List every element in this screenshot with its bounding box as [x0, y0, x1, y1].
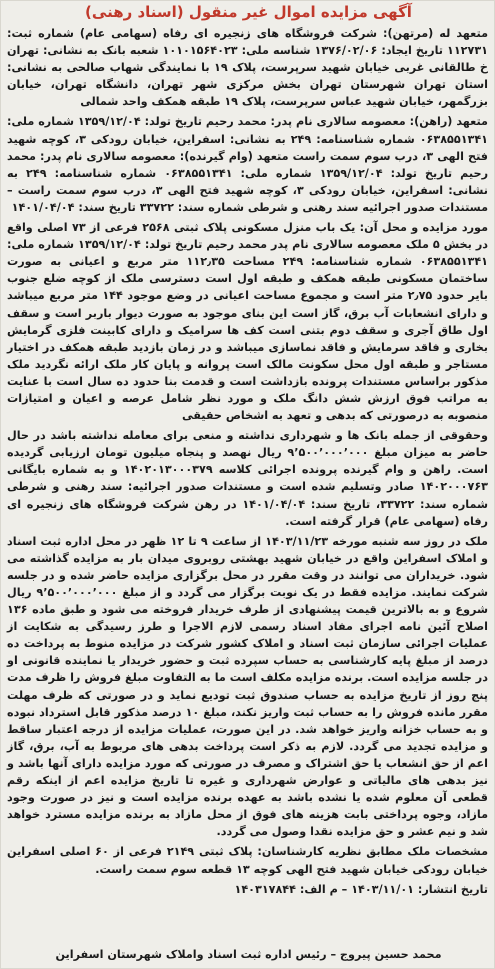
- notice-publication-date: تاریخ انتشار: ۱۴۰۳/۱۱/۰۱ – م الف: ۱۴۰۳۱۷۸۴۴: [234, 882, 488, 896]
- notice-paragraph-auction-terms: ملک در روز سه شنبه مورخه ۱۴۰۳/۱۱/۲۳ از ساعت ۹ تا ۱۲ ظهر در محل اداره ثبت اسناد و املاک اسفراین واقع در خیابان شهید بهشتی روبروی میدان بار به مزایده گذاشته می شود. خریداران می توانند در وقت مقرر در محل برگزاری مزایده حاضر شده و در جلسه شرکت نمایند. مزایده فقط در یک نوبت برگزار می گردد و از مبلغ ۹٬۵۰۰٬۰۰۰٬۰۰۰ ریال شروع و به بالاترین قیمت پیشنهادی از طرف خریدار فروخته می شود و طبق ماده ۱۳۶ اصلاح آئین نامه اجرای مفاد اسناد رسمی لازم الاجرا و طرز رسیدگی به شکایت از عملیات اجرائی سازمان ثبت اسناد و املاک کشور شرکت در مزایده منوط به پرداخت ده درصد از مبلغ پایه کارشناسی به حساب سپرده ثبت و حضور خریدار یا نماینده قانونی او در جلسه مزایده است. برنده مزایده مکلف است ما به التفاوت مبلغ فروش را ظرف مدت پنج روز از تاریخ مزایده به حساب صندوق ثبت تودیع نماید و در صورتی که ظرف مهلت مقرر مانده فروش را به حساب ثبت واریز نکند، مبلغ ۱۰ درصد مذکور قابل استرداد نبوده و به حساب خزانه واریز خواهد شد. در این صورت، عملیات مزایده از درجه اعتبار ساقط و مزایده تجدید می گردد. لازم به ذکر است پرداخت بدهی های مربوط به آب، برق، گاز اعم از حق انشعاب یا حق اشتراک و مصرف در صورتی که مورد مزایده دارای آنها باشد و نیز بدهی های مالیاتی و عوارض شهرداری و غیره تا تاریخ مزایده اعم از اینکه رقم قطعی آن معلوم شده یا نشده باشد به عهده برنده مزایده است و نیز در صورت وجود مازاد، وجوه پرداختی بابت هزینه های فوق از محل مازاد به برنده مزایده مسترد خواهد شد و نیم عشر و حق مزایده نقدا وصول می گردد.: [7, 534, 488, 839]
- notice-title: آگهی مزایده اموال غیر منقول (اسناد رهنی): [85, 3, 412, 21]
- notice-body: [7, 25, 488, 898]
- notice-paragraph-property-specs: مشخصات ملک مطابق نظریه کارشناسان: پلاک ثبتی ۲۱۴۹ فرعی از ۶۰ اصلی اسفراین خیابان رودکی خیابان شهید فتح الهی کوچه ۱۳ قطعه سوم سمت راست.: [7, 845, 488, 876]
- notice-paragraph-valuation: وحقوقی از جمله بانک ها و شهرداری نداشته و منعی برای معامله نداشته باشد در حال حاضر به میزان مبلغ ۹٬۵۰۰٬۰۰۰٬۰۰۰ ریال نهصد و پنجاه میلیون تومان ارزیابی گردیده است. راهن و وام گیرنده پرونده اجرائی کلاسه ۱۴۰۲۰۱۳۰۰۰۳۷۹ و به شماره بایگانی ۱۴۰۲۰۰۰۷۶۳ صادر وتسلیم شده است و مستندات صدور اجرائیه: سند رهنی و شرطی شماره سند: ۳۳۷۲۲، تاریخ سند: ۱۴۰۱/۰۴/۰۴ در رهن شرکت فروشگاه های زنجیره ای رفاه (سهامی عام) قرار گرفته است.: [7, 429, 489, 528]
- notice-signature: محمد حسین پیروج – رئیس اداره ثبت اسناد واملاک شهرستان اسفراین: [55, 948, 442, 961]
- notice-paragraph-mortgagee: متعهد له (مرتهن): شرکت فروشگاه های زنجیره ای رفاه (سهامی عام) شماره ثبت: ۱۱۲۷۳۱ تاریخ ایجاد: ۱۳۷۶/۰۲/۰۶ شناسه ملی: ۱۰۱۰۱۵۶۴۰۲۳ شعبه بانک به نشانی: تهران خ طالقانی غربی خیابان شهید سرپرست، پلاک ۱۹ با نمایندگی شهاب صالحی به نشانی: استان تهران شهرستان تهران بخش مرکزی شهر تهران، دانشگاه تهران، خیابان بزرگمهر، خیابان شهید عباس سرپرست، پلاک ۱۹ طبقه همکف واحد شمالی: [7, 27, 488, 109]
- notice-paragraph-property: مورد مزایده و محل آن: یک باب منزل مسکونی پلاک ثبتی ۲۵۶۸ فرعی از ۷۳ اصلی واقع در بخش ۵ ملک معصومه سالاری نام پدر محمد رحیم تاریخ تولد: ۱۳۵۹/۱۲/۰۴ شماره ملی: ۰۶۳۸۵۵۱۳۴۱ شماره شناسنامه: ۲۴۹ مساحت ۱۱۲٫۳۵ متر مربع و اعیانی به صورت ساختمان مسکونی طبقه همکف و طبقه اول است دسترسی ملک از کوچه ضلع جنوب بایر حدود ۲٫۷۵ متر است و مجموع مساحت اعیانی در وضع موجود ۱۴۴ متر مربع میباشد و دارای انشعابات آب برق، گاز است این بنای موجود به صورت دیوار باربر است و سقف اول طاق آجری و سقف دوم بتنی است کف ها سرامیک و دارای کابینت فلزی گرمایش بخاری و فاقد سرمایش و فاقد نماسازی میباشد و در زمان بازدید طبقه همکف در اختیار مستاجر و طبقه اول محل سکونت مالک است پروانه و پایان کار ملک ارائه نگردید ملک مذکور براساس مستندات پرونده بازداشت است و قدمت بنا حدود ده سال است با عنایت به مراتب فوق ارزش شش دانگ ملک و مورد نظر شامل عرصه و اعیان و امتیازات منصوبه به درصورتی که بدهی و تعهد به اشخاص حقیقی: [7, 221, 488, 423]
- notice-paragraph-mortgagor: متعهد (راهن): معصومه سالاری نام پدر: محمد رحیم تاریخ تولد: ۱۳۵۹/۱۲/۰۴ شماره ملی: ۰۶۳۸۵۵۱۳۴۱ شماره شناسنامه: ۲۴۹ به نشانی: اسفراین، خیابان رودکی ۳، کوچه شهید فتح الهی ۳، درب سوم سمت راست متعهد (وام گیرنده): معصومه سالاری نام پدر: محمد رحیم تاریخ تولد: ۱۳۵۹/۱۲/۰۴ شماره ملی: ۰۶۳۸۵۵۱۳۴۱ شماره شناسنامه: ۲۴۹ به نشانی: اسفراین، خیابان رودکی ۳، کوچه شهید فتح الهی ۳، درب سوم سمت راست – مستندات صدور اجرائیه سند رهنی و شرطی شماره سند: ۳۳۷۲۲ تاریخ سند: ۱۴۰۱/۰۴/۰۴: [7, 115, 489, 214]
